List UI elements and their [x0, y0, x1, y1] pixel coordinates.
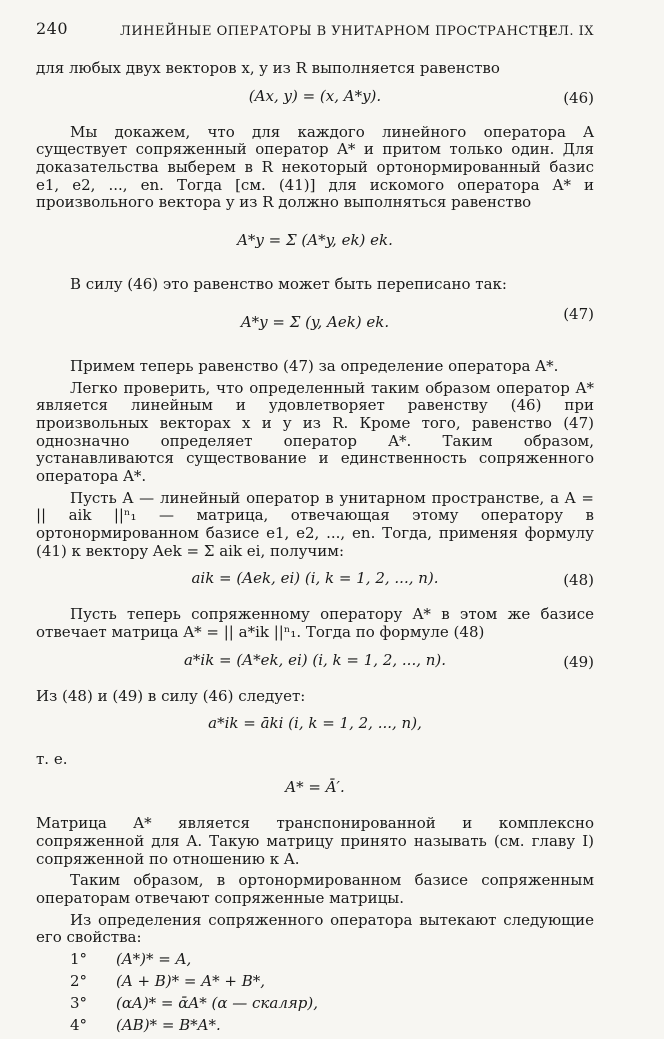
page-number: 240	[36, 19, 69, 38]
paragraph: Пусть теперь сопряженному оператору A* в этом же базисе отвечает матрица A* = || a*ik ||ⁿ₁. Тогда по формуле (48)	[36, 605, 594, 642]
equation-expression: aik = (Aek, ei) (i, k = 1, 2, ..., n).	[191, 569, 439, 588]
paragraph: т. е.	[36, 750, 68, 769]
paragraph: Примем теперь равенство (47) за определение оператора A*.	[70, 356, 559, 375]
page-header	[36, 20, 594, 44]
equation-number: (46)	[563, 88, 594, 107]
paragraph: Мы докажем, что для каждого линейного оператора A существует сопряженный оператор A* и притом только один. Для доказательства выберем в R некоторый ортонормированный базис e1, e2, ..., en. Тогда [см. (41)] для искомого оператора A* и произвольного вектора y из R должно выполняться равенство	[36, 122, 594, 212]
equation-sum	[36, 222, 594, 262]
property-item	[36, 995, 594, 1017]
equation-expression: a*ik = āki (i, k = 1, 2, ..., n),	[208, 714, 422, 733]
equation-number: (48)	[563, 571, 594, 590]
equation-number: (49)	[563, 652, 594, 671]
paragraph: для любых двух векторов x, y из R выполняется равенство	[36, 59, 500, 77]
property-item	[36, 951, 594, 973]
equation-number: (47)	[563, 304, 594, 323]
equation-46	[36, 88, 594, 110]
property-expression: (αA)* = ᾱA* (α — скаляр),	[116, 993, 319, 1012]
property-number: 3°	[70, 993, 88, 1012]
paragraph: Легко проверить, что определенный таким образом оператор A* является линейным и удовлетворяет равенству (46) при произвольных векторах x и y из R. Кроме того, равенство (47) однозначно определяет оператор A*. Таким образом, устанавливаются существование и единственность сопряженного оператора A*.	[36, 378, 594, 485]
equation-expression: A* = Ā′.	[285, 778, 345, 797]
property-number: 2°	[70, 971, 88, 990]
paragraph: Таким образом, в ортонормированном базисе сопряженным операторам отвечают сопряженные матрицы.	[36, 871, 594, 907]
equation-expression: a*ik = (A*ek, ei) (i, k = 1, 2, ..., n).	[183, 650, 447, 669]
property-number: 1°	[70, 949, 88, 968]
property-expression: (A*)* = A,	[116, 949, 192, 968]
paragraph: Пусть A — линейный оператор в унитарном пространстве, а A = || aik ||ⁿ₁ — матрица, отвечающая этому оператору в ортонормированном базисе e1, e2, ..., en. Тогда, применяя формулу (41) к вектору Aek = Σ aik ei, получим:	[36, 488, 594, 560]
equation-48	[36, 570, 594, 592]
equation-47	[36, 304, 594, 344]
running-title: ЛИНЕЙНЫЕ ОПЕРАТОРЫ В УНИТАРНОМ ПРОСТРАНСТВЕ	[120, 24, 559, 39]
property-item	[36, 973, 594, 995]
property-number: 4°	[70, 1015, 88, 1034]
property-expression: (AB)* = B*A*.	[116, 1015, 221, 1034]
property-expression: (A + B)* = A* + B*,	[116, 971, 265, 990]
paragraph: В силу (46) это равенство может быть переписано так:	[70, 275, 507, 294]
page-body	[36, 60, 594, 1039]
equation-49	[36, 652, 594, 674]
chapter-label: [ГЛ. IX	[543, 24, 594, 39]
equation-conjugate-elements	[36, 715, 594, 737]
paragraph: Из (48) и (49) в силу (46) следует:	[36, 686, 306, 705]
equation-expression: A*y = Σ (A*y, ek) ek.	[237, 231, 393, 250]
property-item	[36, 1017, 594, 1039]
properties-list	[36, 951, 594, 1039]
equation-expression: A*y = Σ (y, Aek) ek.	[240, 312, 390, 331]
paragraph: Матрица A* является транспонированной и комплексно сопряженной для A. Такую матрицу принято называть (см. главу I) сопряженной по отношению к A.	[36, 814, 594, 868]
paragraph: Из определения сопряженного оператора вытекают следующие его свойства:	[36, 910, 594, 947]
equation-expression: (Ax, y) = (x, A*y).	[248, 86, 382, 105]
equation-conjugate-matrix	[36, 779, 594, 801]
